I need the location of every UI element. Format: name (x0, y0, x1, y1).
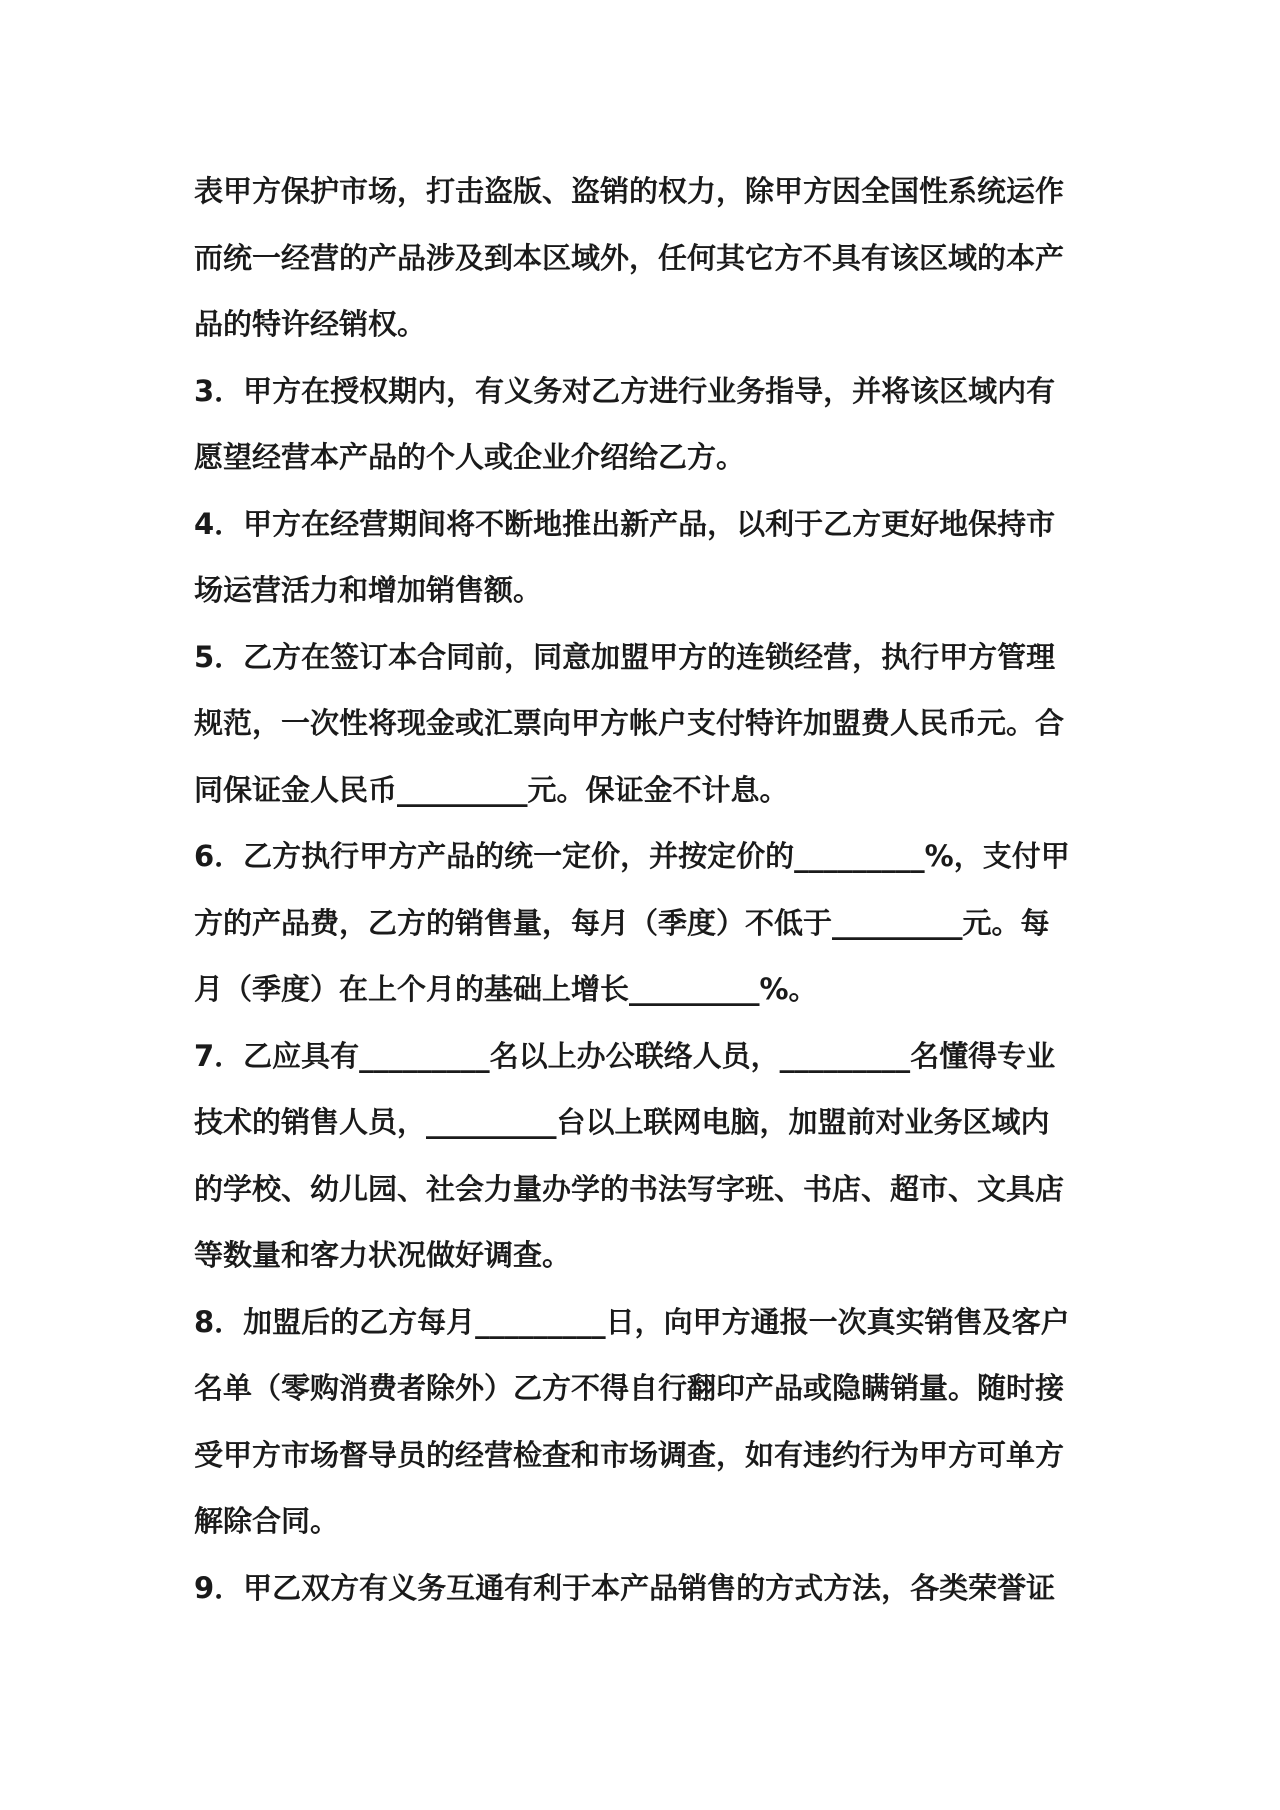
text-line: 而统一经营的产品涉及到本区域外，任何其它方不具有该区域的本产 (194, 240, 1065, 275)
text-line: 等数量和客力状况做好调查。 (194, 1238, 572, 1272)
text-line: 品的特许经销权。 (194, 307, 427, 341)
text-line: 场运营活力和增加销售额。 (194, 573, 543, 607)
clause-5-line: 5．乙方在签订本合同前，同意加盟甲方的连锁经营，执行甲方管理 (194, 639, 1056, 674)
contract-text (194, 158, 1094, 1621)
text-line: 规范，一次性将现金或汇票向甲方帐户支付特许加盟费人民币元。合 (194, 706, 1065, 740)
clause-3-line: 3．甲方在授权期内，有义务对乙方进行业务指导，并将该区域内有 (194, 373, 1056, 408)
clause-4-line: 4．甲方在经营期间将不断地推出新产品，以利于乙方更好地保持市 (194, 506, 1056, 541)
text-line: 愿望经营本产品的个人或企业介绍给乙方。 (194, 440, 746, 474)
clause-9-line: 9．甲乙双方有义务互通有利于本产品销售的方式方法，各类荣誉证 (194, 1570, 1056, 1605)
text-line: 月（季度）在上个月的基础上增长_________%。 (194, 972, 818, 1006)
text-line: 解除合同。 (194, 1504, 340, 1538)
text-line: 技术的销售人员，_________台以上联网电脑，加盟前对业务区域内 (194, 1105, 1050, 1139)
clause-7-line: 7．乙应具有_________名以上办公联络人员，_________名懂得专业 (194, 1038, 1056, 1073)
text-line: 方的产品费，乙方的销售量，每月（季度）不低于_________元。每 (194, 905, 1050, 940)
clause-6-line: 6．乙方执行甲方产品的统一定价，并按定价的_________%，支付甲 (194, 839, 1070, 873)
clause-8-line: 8．加盟后的乙方每月_________日，向甲方通报一次真实销售及客户 (194, 1304, 1070, 1339)
text-line: 名单（零购消费者除外）乙方不得自行翻印产品或隐瞒销量。随时接 (194, 1371, 1065, 1405)
text-line: 的学校、幼儿园、社会力量办学的书法写字班、书店、超市、文具店 (194, 1171, 1065, 1206)
text-line: 受甲方市场督导员的经营检查和市场调查，如有违约行为甲方可单方 (194, 1437, 1065, 1472)
text-line: 同保证金人民币_________元。保证金不计息。 (194, 772, 789, 807)
text-line: 表甲方保护市场，打击盗版、盗销的权力，除甲方因全国性系统运作 (194, 174, 1065, 208)
